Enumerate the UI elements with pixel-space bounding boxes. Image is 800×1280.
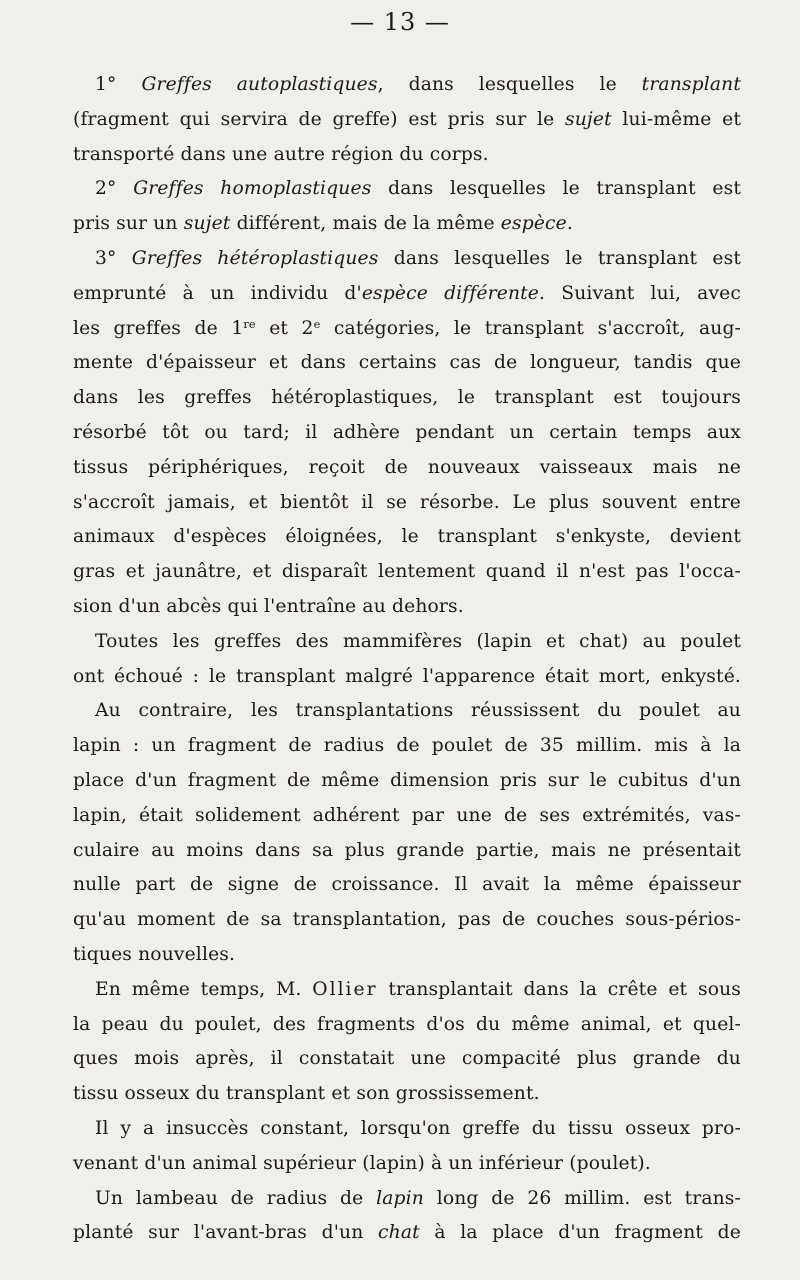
text-fragment: à la place d'un fragment de	[434, 1222, 742, 1244]
text-line: gras et jaunâtre, et disparaît lentement quand il n'est pas l'occa-	[73, 561, 741, 583]
text-line	[73, 103, 741, 138]
text-line	[73, 1216, 741, 1251]
superscript: e	[313, 317, 321, 331]
text-line: tiques nouvelles.	[73, 943, 236, 965]
body-text	[73, 68, 741, 1251]
text-line: Il y a insuccès constant, lorsqu'on greffe du tissu osseux pro-	[95, 1117, 741, 1139]
text-line: mente d'épaisseur et dans certains cas de longueur, tandis que	[73, 352, 741, 374]
text-line: ont échoué : le transplant malgré l'apparence était mort, enkysté.	[73, 665, 741, 687]
text-line: s'accroît jamais, et bientôt il se résorbe. Le plus souvent entre	[73, 491, 741, 513]
text-line: lapin : un fragment de radius de poulet de 35 millim. mis à la	[73, 735, 741, 757]
text-fragment: différent, mais de la même	[236, 213, 495, 235]
text-line	[73, 68, 741, 103]
text-line: lapin, était solidement adhérent par une de ses extrémités, vas-	[73, 804, 741, 826]
emphasis: lapin	[376, 1187, 424, 1209]
person-name: Ollier	[312, 978, 378, 1000]
text-line: transporté dans une autre région du corps.	[73, 143, 489, 165]
text-fragment: Un lambeau de radius de	[95, 1187, 364, 1209]
text-line: place d'un fragment de même dimension pris sur le cubitus d'un	[73, 769, 741, 791]
text-line: qu'au moment de sa transplantation, pas de couches sous-périos-	[73, 909, 741, 931]
text-fragment: les greffes de 1	[73, 317, 244, 339]
text-line: nulle part de signe de croissance. Il avait la même épaisseur	[73, 874, 741, 896]
text-line: tissus périphériques, reçoit de nouveaux vaisseaux mais ne	[73, 456, 741, 478]
text-line	[73, 277, 741, 312]
text-fragment: transplantait dans la crête et sous	[388, 978, 742, 1000]
text-fragment: dans lesquelles le transplant est	[393, 247, 741, 269]
text-line	[73, 242, 741, 277]
emphasis: sujet	[183, 213, 231, 235]
item-title: Greffes autoplastiques	[141, 74, 378, 95]
emphasis: chat	[378, 1222, 420, 1244]
emphasis: sujet	[565, 108, 612, 130]
text-fragment: (fragment qui servira de greffe) est pris sur le	[73, 108, 555, 130]
text-fragment: planté sur l'avant-bras d'un	[73, 1222, 364, 1244]
text-line: tissu osseux du transplant et son grossissement.	[73, 1083, 540, 1105]
text-line	[73, 207, 741, 242]
text-fragment: et 2	[269, 317, 314, 339]
emphasis: espèce.	[500, 213, 573, 235]
text-line	[73, 172, 741, 207]
text-fragment: emprunté à un individu d'	[73, 282, 362, 304]
text-line: ques mois après, il constatait une compacité plus grande du	[73, 1048, 741, 1070]
item-title: Greffes hétéroplastiques	[131, 247, 379, 269]
text-line: Au contraire, les transplantations réussissent du poulet au	[95, 700, 741, 722]
text-line: résorbé tôt ou tard; il adhère pendant un certain temps aux	[73, 421, 741, 443]
text-line: animaux d'espèces éloignées, le transplant s'enkyste, devient	[73, 526, 741, 548]
text-fragment: long de 26 millim. est trans-	[436, 1187, 742, 1209]
emphasis: espèce différente.	[361, 282, 546, 304]
text-line	[73, 312, 741, 347]
text-line	[73, 973, 741, 1008]
item-title: Greffes homoplastiques	[133, 178, 372, 200]
text-line: Toutes les greffes des mammifères (lapin et chat) au poulet	[95, 630, 741, 652]
text-fragment: pris sur un	[73, 213, 178, 235]
text-fragment: En même temps, M.	[95, 978, 302, 1000]
text-fragment: lui-même et	[622, 108, 741, 130]
text-line: dans les greffes hétéroplastiques, le transplant est toujours	[73, 387, 741, 409]
page-number: — 13 —	[350, 8, 450, 36]
text-fragment: Suivant lui, avec	[561, 282, 741, 304]
text-fragment: , dans lesquelles le	[377, 74, 617, 95]
text-line: la peau du poulet, des fragments d'os du même animal, et quel-	[73, 1013, 741, 1035]
text-fragment: dans lesquelles le transplant est	[388, 178, 741, 200]
item-number: 1°	[95, 74, 117, 95]
text-fragment: catégories, le transplant s'accroît, aug-	[333, 317, 742, 339]
text-line: venant d'un animal supérieur (lapin) à un inférieur (poulet).	[73, 1152, 651, 1174]
superscript: re	[243, 317, 256, 331]
item-number: 3°	[95, 247, 117, 269]
text-line	[73, 1182, 741, 1217]
emphasis: transplant	[641, 74, 742, 95]
text-line: sion d'un abcès qui l'entraîne au dehors.	[73, 595, 464, 617]
item-number: 2°	[95, 178, 117, 200]
text-line: culaire au moins dans sa plus grande partie, mais ne présentait	[73, 839, 741, 861]
